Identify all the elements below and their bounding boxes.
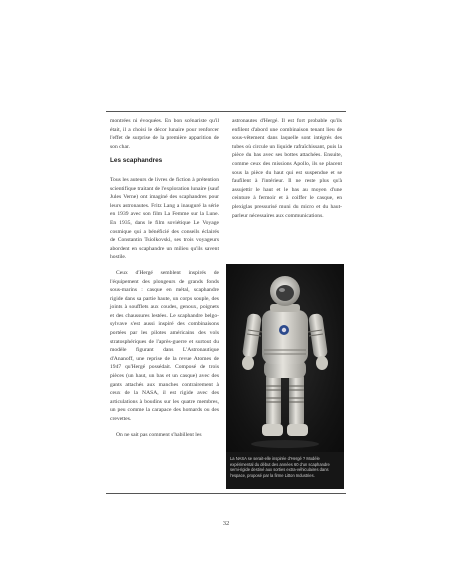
photo-caption: La NASA se serait-elle inspirée d'Hergé ? Modèle expérimental du début des années 60 d'un scaphandre semi-rigide destiné aux sorties extra-véhiculaires dans l'espace, proposé par la firme Litton Industries. [230,456,330,478]
right-column [232,117,342,220]
top-rule [106,111,346,112]
spacesuit-photo [226,264,344,452]
photo-panel [226,264,344,489]
bottom-rule [106,493,346,494]
left-paragraph-1: montrées ni évoquées. En bon scénariste qu'il était, il a choisi le décor lunaire pour renforcer l'effet de surprise de la première apparition de son char. [110,118,219,150]
left-column [110,117,219,439]
left-paragraph-4: On ne sait pas comment s'habillent les [116,431,202,438]
left-paragraph-3: Ceux d'Hergé semblent inspirés de l'équipement des plongeurs de grands fonds sous-marins : casque en métal, scaphandre rigide dans sa partie haute, un corps souple, des joints à soufflets aux coudes, genoux, poignets et des chaussures lestées. Le scaphandre belgo-sylvave s'est aussi inspiré des combinaisons portées par les pilotes américains des vols stratosphériques de l'après-guerre et surtout du modèle figurant dans L'Astronautique d'Ananoff, une reprise de la revue Atomes de 1947 qu'Hergé possédait. Composé de trois pièces (un haut, un bas et un casque) avec des gants attachés aux manches contrairement à ceux de la NASA, il est rigide avec des articulations à boudins sur les quatre membres, un peu comme la carapace des homards ou des crevettes. [110,269,219,422]
spacesuit-illustration [226,264,344,452]
right-paragraph-1: astronautes d'Hergé. Il est fort probable qu'ils enfilent d'abord une combinaison tenant lieu de sous-vêtement dans laquelle sont intégrés des tubes où circule un liquide rafraîchissant, puis la pièce du bas avec ses bottes attachées. Ensuite, comme ceux des missions Apollo, ils se placent sous la pièce du haut qui est suspendue et se faufilent à l'intérieur. Il ne reste plus qu'à assujettir le haut et le bas au moyen d'une ceinture à fermoir et à coiffer le casque, en plexiglas pressurisé muni du micro et du haut-parleur nécessaires aux communications. [232,118,342,219]
section-heading: Les scaphandres [110,157,163,165]
left-paragraph-2: Tous les auteurs de livres de fiction à prétention scientifique traitant de l'exploration lunaire (sauf Jules Verne) ont imaginé des scaphandres pour leurs astronautes. Fritz Lang a inauguré la série en 1939 avec son film La Femme sur la Lune. En 1935, dans le film soviétique Le Voyage cosmique qui a bénéficié des conseils éclairés de Constantin Tsiolkovski, ses trois voyageurs abordent en scaphandre un milieu qu'ils savent hostile. [110,176,219,261]
page-number: 32 [222,520,230,527]
